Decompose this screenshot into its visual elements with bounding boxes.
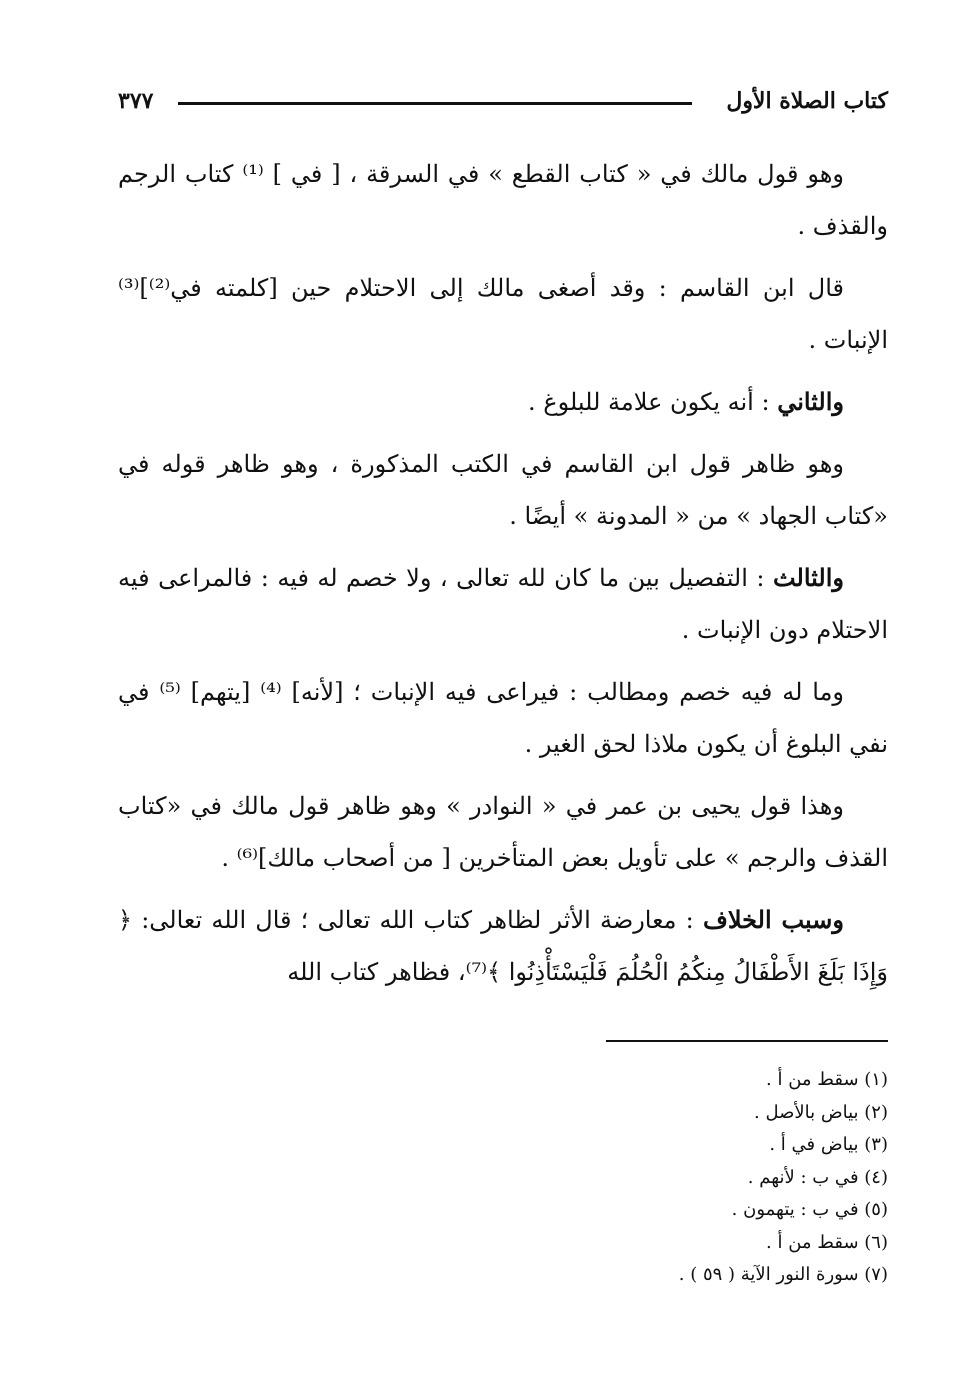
paragraph-text: وهو ظاهر قول ابن القاسم في الكتب المذكورة ، وهو ظاهر قوله في «كتاب الجهاد » من « المدونة » أيضًا .: [118, 450, 888, 530]
page-number: ٣٧٧: [118, 88, 154, 114]
paragraph: [118, 148, 888, 252]
paragraph: [118, 894, 888, 998]
main-text: [118, 148, 888, 1008]
paragraph-text: : التفصيل بين ما كان لله تعالى ، ولا خصم له فيه : فالمراعى فيه الاحتلام دون الإنبات .: [118, 564, 888, 644]
footnote-separator: [606, 1040, 888, 1042]
paragraph-lead: والثالث: [772, 563, 844, 592]
paragraph-text: : معارضة الأثر لظاهر كتاب الله تعالى ؛ قال الله تعالى: ﴿ وَإِذَا بَلَغَ الأَطْفَالُ مِنكُمُ الْحُلُمَ فَلْيَسْتَأْذِنُوا ﴾⁽⁷⁾، فظاهر كتاب الله: [118, 906, 888, 986]
footnote: (٢) بياض بالأصل .: [754, 1101, 888, 1123]
page-header: [118, 88, 888, 122]
paragraph-text: وهذا قول يحيى بن عمر في « النوادر » وهو ظاهر قول مالك في «كتاب القذف والرجم » على تأويل بعض المتأخرين [ من أصحاب مالك]⁽⁶⁾ .: [118, 792, 888, 872]
paragraph: [118, 376, 888, 428]
header-rule: [178, 102, 692, 105]
paragraph-text: وما له فيه خصم ومطالب : فيراعى فيه الإنبات ؛ [لأنه] ⁽⁴⁾ [يتهم] ⁽⁵⁾ في نفي البلوغ أن يكون ملاذا لحق الغير .: [118, 678, 888, 758]
footnote: (٥) في ب : يتهمون .: [731, 1199, 888, 1220]
footnotes-list: [388, 1064, 888, 1292]
footnote: (٧) سورة النور الآية ( ٥٩ ) .: [678, 1264, 888, 1285]
paragraph: [118, 262, 888, 366]
paragraph: [118, 780, 888, 884]
footnote: (١) سقط من أ .: [766, 1069, 888, 1090]
paragraph: [118, 666, 888, 770]
paragraph-lead: والثاني: [777, 387, 844, 416]
paragraph-text: قال ابن القاسم : وقد أصغى مالك إلى الاحتلام حين [كلمته في⁽²⁾]⁽³⁾ الإنبات .: [118, 274, 888, 354]
paragraph-text: : أنه يكون علامة للبلوغ .: [528, 388, 778, 416]
footnote: (٣) بياض في أ .: [769, 1134, 888, 1155]
paragraph-text: وهو قول مالك في « كتاب القطع » في السرقة ، [ في ] ⁽¹⁾ كتاب الرجم والقذف .: [118, 160, 888, 240]
footnote: (٤) في ب : لأنهم .: [747, 1166, 888, 1188]
footnote: (٦) سقط من أ .: [766, 1231, 888, 1253]
running-title: كتاب الصلاة الأول: [726, 88, 888, 114]
paragraph-lead: وسبب الخلاف: [702, 905, 844, 934]
paragraph: [118, 552, 888, 656]
paragraph: [118, 438, 888, 542]
